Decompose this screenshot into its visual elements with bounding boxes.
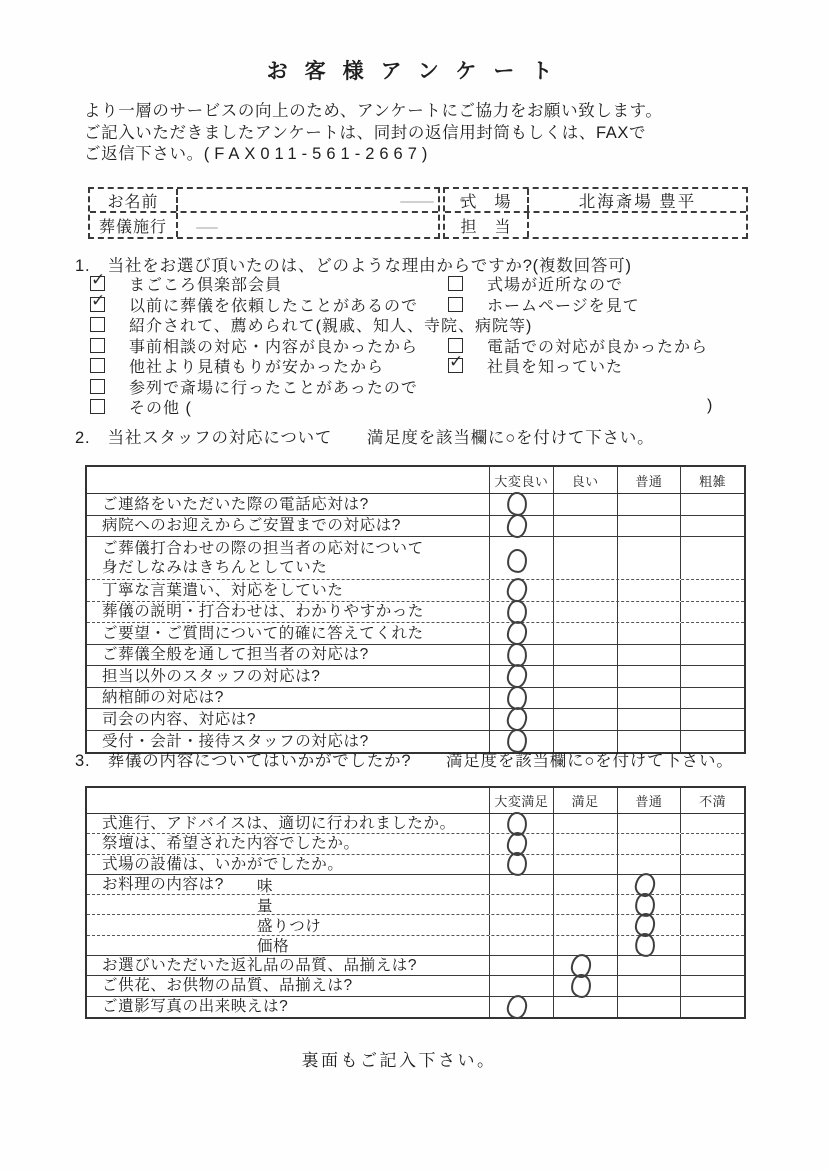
- rating-cell: [553, 895, 617, 914]
- survey-table-row: [87, 855, 744, 875]
- erased-writing-mark: [400, 201, 434, 203]
- rating-cell: [617, 855, 681, 874]
- q3-heading: 3. 葬儀の内容についてはいかがでしたか? 満足度を該当欄に○を付けて下さい。: [75, 752, 734, 770]
- rating-cell: [553, 688, 617, 709]
- question-label: 葬儀の説明・打合わせは、わかりやすかった: [102, 603, 425, 621]
- staff-label: 担 当: [445, 213, 529, 237]
- question-sublabel: 味: [257, 877, 274, 895]
- checkbox-icon: [90, 399, 105, 414]
- survey-table-row: [87, 666, 744, 688]
- rating-column-header: 満足: [553, 788, 617, 813]
- intro-line: ご記入いただきましたアンケートは、同封の返信用封筒もしくは、FAXで: [84, 123, 647, 142]
- q1-option-row: [75, 293, 765, 314]
- rating-cell: [553, 623, 617, 644]
- rating-cell: [553, 602, 617, 623]
- rating-cell: [489, 709, 553, 730]
- rating-column-header: 不満: [680, 788, 744, 813]
- staff-value: [529, 213, 746, 237]
- rating-cell: [617, 580, 681, 601]
- question-cell: [87, 956, 489, 975]
- question-label: 式進行、アドバイスは、適切に行われましたか。: [102, 814, 456, 832]
- rating-cell: [617, 976, 681, 995]
- question-cell: [87, 688, 489, 709]
- q1-option-label: 式場が近所なので: [487, 277, 624, 294]
- question-label: ご供花、お供物の品質、品揃えは?: [102, 977, 353, 995]
- question-cell: [87, 834, 489, 853]
- rating-cell: [617, 602, 681, 623]
- rating-cell: [553, 645, 617, 666]
- q1-option: [90, 395, 192, 418]
- q1-option-label: 以前に葬儀を依頼したことがあるので: [129, 297, 419, 315]
- rating-cell: [617, 623, 681, 644]
- question-cell: [87, 976, 489, 995]
- checkbox-icon: [90, 379, 105, 394]
- question-cell: [87, 537, 489, 579]
- q1-option-label: 社員を知っていた: [487, 359, 624, 376]
- rating-cell: [680, 645, 744, 666]
- q1-option-row: [75, 272, 765, 293]
- rating-cell: [680, 915, 744, 934]
- survey-table-row: [87, 645, 744, 667]
- rating-cell: [617, 537, 681, 579]
- rating-cell: [617, 494, 681, 515]
- page-title: お客様アンケート: [266, 60, 570, 83]
- question-label: 担当以外のスタッフの対応は?: [102, 667, 321, 685]
- rating-cell: [489, 602, 553, 623]
- q1-option-label: 電話での対応が良かったから: [487, 338, 709, 356]
- rating-cell: [680, 814, 744, 833]
- q2-rating-table: [85, 465, 746, 754]
- rating-circle-mark: [506, 994, 529, 1020]
- question-cell: [87, 602, 489, 623]
- question-sublabel: 価格: [257, 938, 290, 956]
- question-label: ご遺影写真の出来映えは?: [102, 998, 289, 1016]
- q1-option-label: 他社より見積もりが安かったから: [129, 359, 385, 376]
- survey-table-row: [87, 976, 744, 996]
- survey-table-row: [87, 623, 744, 645]
- question-label: 丁寧な言葉遣い、対応をしていた: [102, 581, 344, 599]
- survey-table-row: [87, 814, 744, 834]
- rating-cell: [489, 494, 553, 515]
- survey-table-row: [87, 537, 744, 580]
- checkbox-icon: [90, 317, 105, 332]
- survey-table-row: [87, 516, 744, 538]
- venue-row: [445, 189, 746, 213]
- rating-cell: [489, 645, 553, 666]
- q1-option-label: ホームページを見て: [487, 297, 640, 315]
- rating-cell: [553, 915, 617, 934]
- info-box-right: [443, 187, 748, 239]
- rating-cell: [553, 709, 617, 730]
- rating-cell: [680, 580, 744, 601]
- question-label: 司会の内容、対応は?: [102, 710, 257, 728]
- checkbox-icon: [448, 297, 463, 312]
- question-label: 身だしなみはきちんとしていた: [102, 559, 328, 576]
- checkbox-icon: [90, 338, 105, 353]
- question-sublabel: 盛りつけ: [257, 918, 322, 936]
- q1-option-row: [75, 313, 765, 334]
- name-row: [90, 189, 438, 213]
- q1-heading: 1. 当社をお選び頂いたのは、どのような理由からですか?(複数回答可): [75, 257, 632, 275]
- service-row: [90, 213, 438, 237]
- q1-option-row: [75, 354, 765, 375]
- question-cell: [87, 855, 489, 874]
- rating-cell: [617, 915, 681, 934]
- rating-cell: [489, 580, 553, 601]
- rating-cell: [680, 688, 744, 709]
- question-label: ご連絡をいただいた際の電話応対は?: [102, 495, 369, 513]
- rating-cell: [617, 709, 681, 730]
- rating-cell: [553, 537, 617, 579]
- rating-column-header: 大変満足: [489, 788, 553, 813]
- checkbox-checked-icon: [448, 358, 463, 373]
- service-value: [178, 213, 438, 237]
- rating-cell: [680, 516, 744, 537]
- rating-cell: [489, 666, 553, 687]
- rating-cell: [680, 494, 744, 515]
- venue-label: 式 場: [445, 189, 529, 211]
- question-label: 病院へのお迎えからご安置までの対応は?: [102, 517, 402, 535]
- rating-cell: [617, 666, 681, 687]
- question-cell: [87, 645, 489, 666]
- question-cell: [87, 895, 489, 914]
- question-label: お料理の内容は?: [102, 875, 224, 893]
- q1-option-label: 参列で斎場に行ったことがあったので: [129, 379, 418, 397]
- intro-line: [84, 144, 662, 166]
- rating-cell: [617, 834, 681, 853]
- rating-circle-mark: [506, 513, 528, 539]
- rating-cell: [680, 537, 744, 579]
- checkbox-icon: [448, 338, 463, 353]
- question-label: お選びいただいた返礼品の品質、品揃えは?: [102, 957, 418, 975]
- rating-cell: [617, 688, 681, 709]
- question-label: ご葬儀全般を通して担当者の対応は?: [102, 646, 369, 664]
- rating-circle-mark: [507, 548, 529, 573]
- rating-column-header: 良い: [553, 467, 617, 493]
- rating-cell: [680, 855, 744, 874]
- rating-cell: [489, 997, 553, 1017]
- rating-cell: [617, 895, 681, 914]
- rating-cell: [489, 956, 553, 975]
- rating-cell: [617, 814, 681, 833]
- staff-row: [445, 213, 746, 237]
- other-close-paren: ): [707, 397, 713, 414]
- question-cell: [87, 494, 489, 515]
- checkbox-icon: [448, 276, 463, 291]
- rating-cell: [680, 976, 744, 995]
- rating-cell: [680, 666, 744, 687]
- question-cell: [87, 709, 489, 730]
- rating-column-header: 粗雑: [680, 467, 744, 493]
- survey-table-row: [87, 688, 744, 710]
- rating-cell: [553, 956, 617, 975]
- rating-cell: [553, 855, 617, 874]
- question-cell: [87, 814, 489, 833]
- rating-cell: [553, 516, 617, 537]
- rating-circle-mark: [507, 852, 529, 877]
- question-cell: [87, 997, 489, 1017]
- q1-option-row: [75, 334, 765, 355]
- rating-column-header: 普通: [617, 788, 681, 813]
- rating-table-header-row: [87, 467, 744, 494]
- rating-cell: [680, 895, 744, 914]
- rating-cell: [489, 936, 553, 955]
- service-label: 葬儀施行: [90, 213, 178, 237]
- intro-line-prefix: ご返信下さい。: [84, 145, 204, 163]
- checkbox-icon: [90, 358, 105, 373]
- checkbox-checked-icon: [90, 276, 105, 291]
- q1-option-label: 事前相談の対応・内容が良かったから: [129, 338, 419, 356]
- rating-cell: [617, 875, 681, 894]
- rating-cell: [617, 936, 681, 955]
- q1-option-label: まごころ倶楽部会員: [129, 277, 283, 294]
- rating-cell: [553, 580, 617, 601]
- rating-cell: [680, 997, 744, 1017]
- q2-heading: 2. 当社スタッフの対応について 満足度を該当欄に○を付けて下さい。: [75, 429, 655, 447]
- rating-circle-mark: [571, 974, 592, 999]
- intro-line: より一層のサービスの向上のため、アンケートにご協力をお願い致します。: [84, 102, 663, 120]
- fax-number: (FAX011-561-2667): [203, 145, 433, 163]
- rating-cell: [553, 976, 617, 995]
- rating-table-header-spacer: [87, 467, 489, 493]
- q1-option-label: 紹介されて、薦められて(親戚、知人、寺院、病院等): [129, 318, 533, 335]
- rating-cell: [489, 875, 553, 894]
- rating-cell: [680, 956, 744, 975]
- rating-table-header-spacer: [87, 788, 489, 813]
- rating-cell: [617, 645, 681, 666]
- rating-column-header: 大変良い: [489, 467, 553, 493]
- footer-note: 裏面もご記入下さい。: [301, 1051, 497, 1070]
- name-value: [178, 189, 438, 211]
- question-cell: [87, 875, 489, 894]
- rating-cell: [489, 976, 553, 995]
- rating-cell: [680, 834, 744, 853]
- question-cell: [87, 516, 489, 537]
- venue-value: 北海斎場 豊平: [578, 193, 697, 211]
- rating-cell: [680, 936, 744, 955]
- question-label: ご要望・ご質問について的確に答えてくれた: [102, 624, 424, 642]
- q1-option-label: その他 (: [129, 400, 192, 417]
- q3-rating-table: [85, 786, 746, 1019]
- intro-text: [84, 101, 662, 166]
- survey-table-row: [87, 580, 744, 602]
- rating-cell: [553, 875, 617, 894]
- survey-table-row: [87, 494, 744, 516]
- erased-writing-mark: [196, 227, 218, 229]
- survey-table-row: [87, 997, 744, 1017]
- survey-table-row: [87, 956, 744, 976]
- rating-cell: [553, 494, 617, 515]
- rating-cell: [680, 709, 744, 730]
- question-label: 納棺師の対応は?: [102, 689, 224, 707]
- survey-table-row: [87, 936, 744, 956]
- rating-cell: [489, 834, 553, 853]
- checkbox-checked-icon: [90, 297, 105, 312]
- rating-cell: [617, 997, 681, 1017]
- name-label: お名前: [90, 189, 178, 211]
- rating-circle-mark: [633, 932, 657, 959]
- survey-table-row: [87, 834, 744, 854]
- rating-cell: [489, 895, 553, 914]
- question-cell: [87, 623, 489, 644]
- rating-cell: [553, 666, 617, 687]
- q1-options: [75, 272, 765, 416]
- rating-cell: [553, 936, 617, 955]
- rating-cell: [680, 602, 744, 623]
- rating-cell: [489, 915, 553, 934]
- rating-cell: [553, 997, 617, 1017]
- rating-cell: [489, 814, 553, 833]
- rating-cell: [553, 834, 617, 853]
- rating-cell: [680, 623, 744, 644]
- rating-cell: [489, 623, 553, 644]
- rating-column-header: 普通: [617, 467, 681, 493]
- rating-cell: [553, 814, 617, 833]
- question-label: 祭壇は、希望された内容でしたか。: [102, 835, 360, 853]
- rating-cell: [489, 516, 553, 537]
- question-cell: [87, 666, 489, 687]
- rating-cell: [617, 516, 681, 537]
- question-cell: [87, 936, 489, 955]
- info-box-left: [88, 187, 440, 239]
- rating-cell: [680, 875, 744, 894]
- survey-table-row: [87, 709, 744, 731]
- rating-table-header-row: [87, 788, 744, 814]
- q1-option-row: [75, 395, 765, 416]
- rating-cell: [489, 537, 553, 579]
- rating-cell: [489, 855, 553, 874]
- rating-cell: [489, 688, 553, 709]
- rating-cell: [617, 956, 681, 975]
- survey-table-row: [87, 602, 744, 624]
- question-label: ご葬儀打合わせの際の担当者の応対について: [102, 539, 424, 557]
- question-label: 受付・会計・接待スタッフの対応は?: [102, 732, 369, 750]
- question-label: 式場の設備は、いかがでしたか。: [102, 855, 344, 873]
- question-cell: [87, 915, 489, 934]
- question-sublabel: 量: [257, 897, 274, 915]
- question-cell: [87, 580, 489, 601]
- q1-option-row: [75, 375, 765, 396]
